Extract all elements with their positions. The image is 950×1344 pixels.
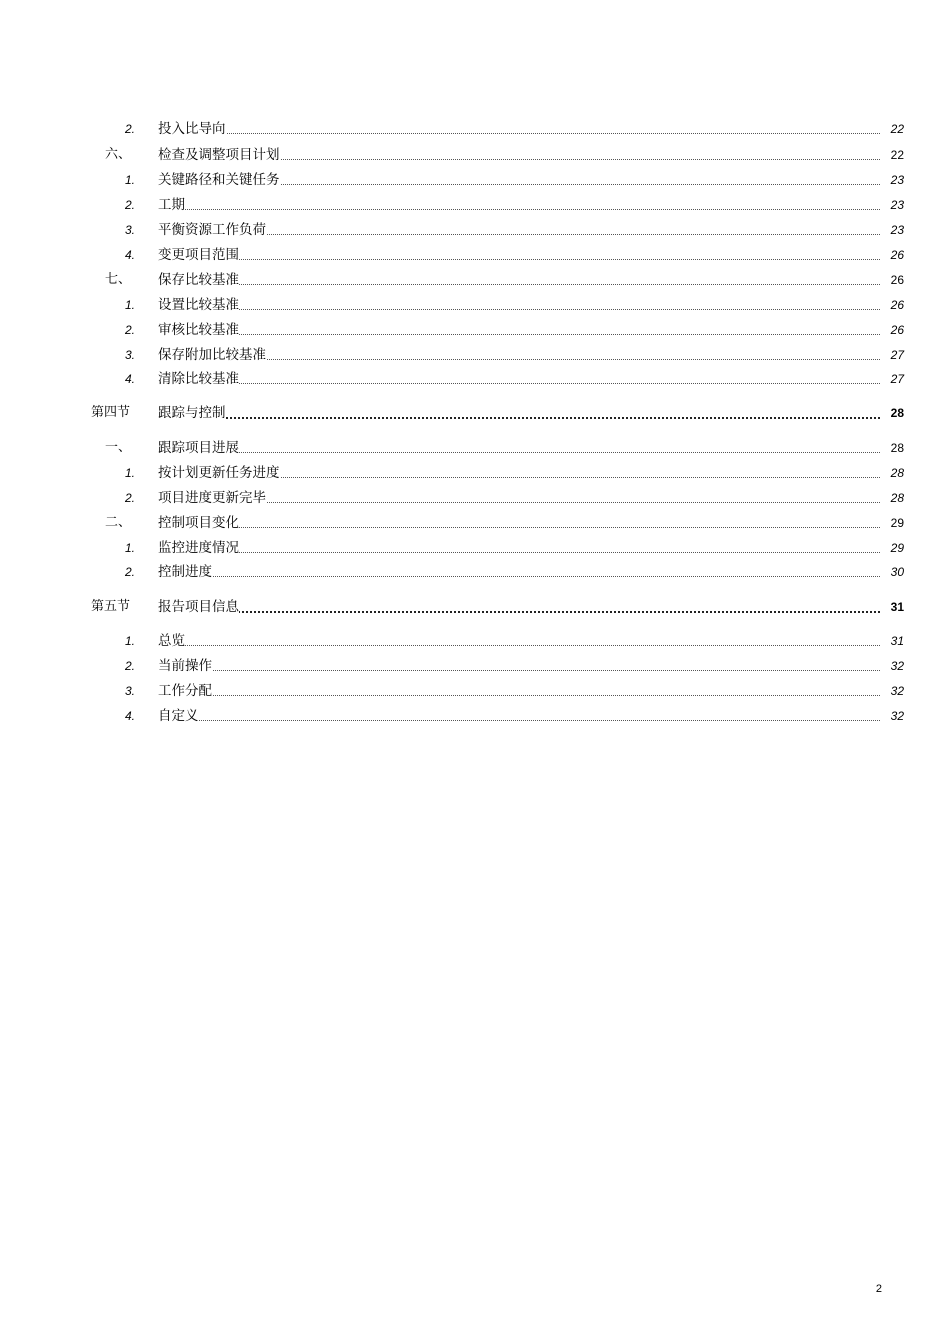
toc-entry-title: 自定义 xyxy=(158,705,199,727)
toc-entry[interactable] xyxy=(0,194,950,216)
toc-entry-number: 1. xyxy=(124,298,135,312)
toc-leader-dots xyxy=(158,576,888,577)
toc-entry-page: 28 xyxy=(880,437,904,459)
toc-entry-page: 32 xyxy=(880,655,904,677)
toc-entry[interactable] xyxy=(0,630,950,652)
toc-entry[interactable] xyxy=(0,319,950,341)
toc-entry-title: 总览 xyxy=(158,630,185,652)
toc-entry-page: 26 xyxy=(880,319,904,341)
toc-entry-number: 2. xyxy=(124,323,135,337)
toc-entry-page: 26 xyxy=(880,244,904,266)
toc-entry-number: 3. xyxy=(124,348,135,362)
toc-leader-dots xyxy=(158,209,888,210)
toc-entry[interactable] xyxy=(0,244,950,266)
toc-entry-title: 审核比较基准 xyxy=(158,319,239,341)
toc-entry-page: 23 xyxy=(880,219,904,241)
toc-leader-dots xyxy=(158,234,888,235)
toc-entry-title: 平衡资源工作负荷 xyxy=(158,219,266,241)
toc-entry-number: 一、 xyxy=(104,440,131,455)
toc-entry-title: 工期 xyxy=(158,194,185,216)
toc-entry-title: 当前操作 xyxy=(158,655,212,677)
toc-leader-dots xyxy=(158,334,888,335)
toc-entry-number: 第五节 xyxy=(91,599,131,614)
toc-leader-dots xyxy=(158,670,888,671)
toc-entry-title: 监控进度情况 xyxy=(158,537,239,559)
toc-entry-page: 22 xyxy=(880,118,904,140)
toc-entry-title: 控制进度 xyxy=(158,561,212,583)
toc-entry-number: 4. xyxy=(124,372,135,386)
toc-entry[interactable] xyxy=(0,368,950,390)
toc-entry-title: 变更项目范围 xyxy=(158,244,239,266)
toc-entry-page: 29 xyxy=(880,537,904,559)
toc-entry-number: 六、 xyxy=(104,147,131,162)
toc-leader-dots xyxy=(158,359,888,360)
toc-entry-title: 检查及调整项目计划 xyxy=(158,144,280,166)
toc-entry[interactable] xyxy=(0,462,950,484)
toc-entry-number: 4. xyxy=(124,248,135,262)
toc-entry-title: 跟踪与控制 xyxy=(158,402,226,424)
toc-entry[interactable] xyxy=(0,269,950,291)
toc-entry[interactable] xyxy=(0,169,950,191)
toc-entry-page: 28 xyxy=(880,462,904,484)
toc-entry-page: 28 xyxy=(880,402,904,424)
toc-entry-number: 2. xyxy=(124,659,135,673)
toc-entry-page: 23 xyxy=(880,194,904,216)
toc-leader-dots xyxy=(158,309,888,310)
toc-entry[interactable] xyxy=(0,437,950,459)
toc-entry-number: 1. xyxy=(124,541,135,555)
toc-entry-title: 按计划更新任务进度 xyxy=(158,462,280,484)
toc-leader-dots xyxy=(158,720,888,721)
toc-entry-title: 投入比导向 xyxy=(158,118,226,140)
toc-entry-number: 七、 xyxy=(104,272,131,287)
toc-leader-dots xyxy=(158,259,888,260)
toc-entry-page: 31 xyxy=(880,596,904,618)
toc-leader-dots xyxy=(158,284,888,285)
toc-entry-title: 设置比较基准 xyxy=(158,294,239,316)
toc-entry-page: 31 xyxy=(880,630,904,652)
toc-entry[interactable] xyxy=(0,294,950,316)
toc-entry-page: 28 xyxy=(880,487,904,509)
toc-leader-dots xyxy=(158,502,888,503)
toc-leader-dots xyxy=(158,133,888,134)
toc-entry[interactable] xyxy=(0,402,950,424)
toc-entry[interactable] xyxy=(0,561,950,583)
toc-entry-number: 2. xyxy=(124,491,135,505)
toc-entry-number: 第四节 xyxy=(91,405,131,420)
toc-leader-dots xyxy=(158,383,888,384)
toc-entry-page: 26 xyxy=(880,269,904,291)
toc-entry-page: 32 xyxy=(880,705,904,727)
toc-entry-page: 29 xyxy=(880,512,904,534)
toc-entry-title: 跟踪项目进展 xyxy=(158,437,239,459)
toc-leader-dots xyxy=(158,527,888,528)
toc-leader-dots xyxy=(158,645,888,646)
toc-entry[interactable] xyxy=(0,596,950,618)
toc-entry-number: 2. xyxy=(124,565,135,579)
toc-entry-number: 1. xyxy=(124,173,135,187)
page-number: 2 xyxy=(875,1283,882,1295)
toc-entry-page: 32 xyxy=(880,680,904,702)
toc-entry-number: 二、 xyxy=(104,515,131,530)
toc-entry-number: 2. xyxy=(124,198,135,212)
toc-entry-title: 保存附加比较基准 xyxy=(158,344,266,366)
toc-entry-title: 保存比较基准 xyxy=(158,269,239,291)
toc-entry-number: 1. xyxy=(124,634,135,648)
toc-leader-dots xyxy=(158,552,888,553)
toc-entry-number: 3. xyxy=(124,684,135,698)
toc-leader-dots xyxy=(158,611,888,613)
toc-entry[interactable] xyxy=(0,344,950,366)
toc-entry-title: 关键路径和关键任务 xyxy=(158,169,280,191)
toc-entry-page: 26 xyxy=(880,294,904,316)
toc-entry-title: 报告项目信息 xyxy=(158,596,239,618)
toc-entry-title: 清除比较基准 xyxy=(158,368,239,390)
toc-entry-number: 1. xyxy=(124,466,135,480)
toc-entry-number: 2. xyxy=(124,122,135,136)
toc-entry-title: 项目进度更新完毕 xyxy=(158,487,266,509)
toc-entry-number: 3. xyxy=(124,223,135,237)
toc-entry[interactable] xyxy=(0,512,950,534)
toc-entry-number: 4. xyxy=(124,709,135,723)
toc-entry[interactable] xyxy=(0,144,950,166)
toc-entry-page: 22 xyxy=(880,144,904,166)
toc-entry-page: 30 xyxy=(880,561,904,583)
toc-entry-page: 27 xyxy=(880,368,904,390)
toc-entry[interactable] xyxy=(0,537,950,559)
toc-entry-page: 27 xyxy=(880,344,904,366)
toc-leader-dots xyxy=(158,417,888,419)
toc-leader-dots xyxy=(158,695,888,696)
toc-leader-dots xyxy=(158,452,888,453)
toc-entry[interactable] xyxy=(0,680,950,702)
toc-entry-title: 控制项目变化 xyxy=(158,512,239,534)
toc-entry-title: 工作分配 xyxy=(158,680,212,702)
toc-entry-page: 23 xyxy=(880,169,904,191)
toc-entry[interactable] xyxy=(0,705,950,727)
toc-entry[interactable] xyxy=(0,487,950,509)
toc-entry[interactable] xyxy=(0,655,950,677)
toc-entry[interactable] xyxy=(0,118,950,140)
toc-entry[interactable] xyxy=(0,219,950,241)
